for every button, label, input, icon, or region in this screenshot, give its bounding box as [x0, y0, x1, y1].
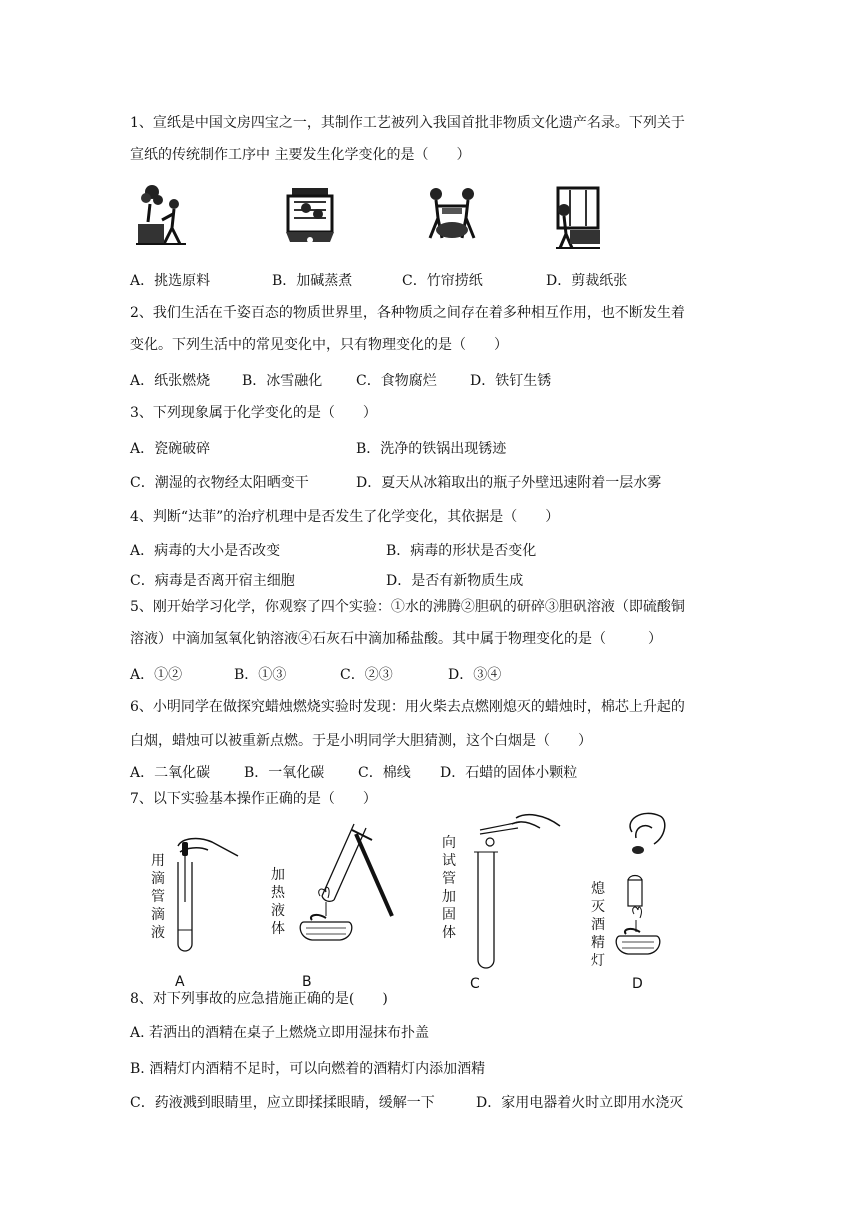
q1-option-c: C．竹帘捞纸	[402, 273, 483, 289]
heating-liquid-illustration	[282, 820, 394, 950]
q2-option-b: B．冰雪融化	[242, 373, 323, 389]
q2-option-c: C．食物腐烂	[356, 373, 437, 389]
q6-stem-line1: 6、小明同学在做探究蜡烛燃烧实验时发现：用火柴去点燃刚熄灭的蜡烛时，棉芯上升起的	[130, 699, 685, 715]
q4-option-b: B．病毒的形状是否变化	[386, 543, 537, 559]
q3-option-c: C．潮湿的衣物经太阳晒变干	[130, 475, 309, 491]
papermaking-illustration-d	[550, 184, 602, 250]
q1-option-a: A．挑选原料	[130, 273, 211, 289]
figure-b-label: 加 热 液 体	[271, 867, 285, 937]
q5-option-d: D．③④	[448, 667, 502, 683]
q5-option-c: C．②③	[340, 667, 393, 683]
papermaking-illustration-b	[282, 180, 338, 248]
q4-stem: 4、判断“达菲”的治疗机理中是否发生了化学变化，其依据是（ ）	[130, 509, 560, 525]
papermaking-illustration-c	[420, 182, 484, 246]
q3-option-a: A．瓷碗破碎	[130, 441, 211, 457]
q2-option-d: D．铁钉生锈	[470, 373, 552, 389]
figure-d-letter: D	[632, 976, 643, 992]
adding-solid-illustration	[460, 810, 564, 970]
figure-a-label: 用 滴 管 滴 液	[151, 853, 165, 941]
dropper-test-tube-illustration	[168, 834, 244, 954]
q5-stem-line2: 溶液）中滴加氢氧化钠溶液④石灰石中滴加稀盐酸。其中属于物理变化的是（ ）	[130, 631, 662, 647]
q5-option-a: A．①②	[130, 667, 183, 683]
q2-stem-line2: 变化。下列生活中的常见变化中，只有物理变化的是（ ）	[130, 337, 508, 353]
q6-option-c: C．棉线	[358, 765, 411, 781]
q8-option-b: B. 酒精灯内酒精不足时，可以向燃着的酒精灯内添加酒精	[130, 1061, 486, 1077]
figure-c-letter: C	[470, 976, 480, 992]
q4-option-d: D．是否有新物质生成	[386, 573, 524, 589]
q1-stem-line1: 1、宣纸是中国文房四宝之一，其制作工艺被列入我国首批非物质文化遗产名录。下列关于	[130, 115, 685, 131]
figure-c-label: 向 试 管 加 固 体	[442, 835, 456, 941]
q3-option-b: B．洗净的铁锅出现锈迹	[356, 441, 507, 457]
q8-option-c: C．药液溅到眼睛里，应立即揉揉眼睛，缓解一下	[130, 1095, 435, 1111]
q6-option-b: B．一氧化碳	[244, 765, 325, 781]
q5-option-b: B．①③	[234, 667, 287, 683]
q8-option-d: D．家用电器着火时立即用水浇灭	[476, 1095, 684, 1111]
extinguish-lamp-illustration	[614, 808, 674, 974]
q7-stem: 7、以下实验基本操作正确的是（ ）	[130, 791, 377, 807]
q6-option-d: D．石蜡的固体小颗粒	[440, 765, 578, 781]
q2-option-a: A．纸张燃烧	[130, 373, 211, 389]
q3-stem: 3、下列现象属于化学变化的是（ ）	[130, 405, 377, 421]
papermaking-illustration-a	[134, 182, 190, 248]
q5-stem-line1: 5、刚开始学习化学，你观察了四个实验：①水的沸腾②胆矾的研碎③胆矾溶液（即硫酸铜	[130, 599, 685, 615]
q1-option-d: D．剪裁纸张	[546, 273, 628, 289]
q6-option-a: A．二氧化碳	[130, 765, 211, 781]
figure-a-letter: A	[175, 974, 185, 990]
q8-option-a: A. 若洒出的酒精在桌子上燃烧立即用湿抹布扑盖	[130, 1025, 430, 1041]
q3-option-d: D．夏天从冰箱取出的瓶子外壁迅速附着一层水雾	[356, 475, 662, 491]
q1-option-b: B．加碱蒸煮	[272, 273, 353, 289]
figure-b-letter: B	[302, 974, 312, 990]
q1-stem-line2: 宣纸的传统制作工序中 主要发生化学变化的是（ ）	[130, 147, 471, 163]
figure-d-label: 熄 灭 酒 精 灯	[591, 881, 605, 969]
q2-stem-line1: 2、我们生活在千姿百态的物质世界里，各种物质之间存在着多种相互作用，也不断发生着	[130, 305, 685, 321]
q4-option-a: A．病毒的大小是否改变	[130, 543, 281, 559]
q6-stem-line2: 白烟，蜡烛可以被重新点燃。于是小明同学大胆猜测，这个白烟是（ ）	[130, 733, 592, 749]
q8-stem: 8、对下列事故的应急措施正确的是( )	[130, 991, 388, 1007]
q4-option-c: C．病毒是否离开宿主细胞	[130, 573, 295, 589]
